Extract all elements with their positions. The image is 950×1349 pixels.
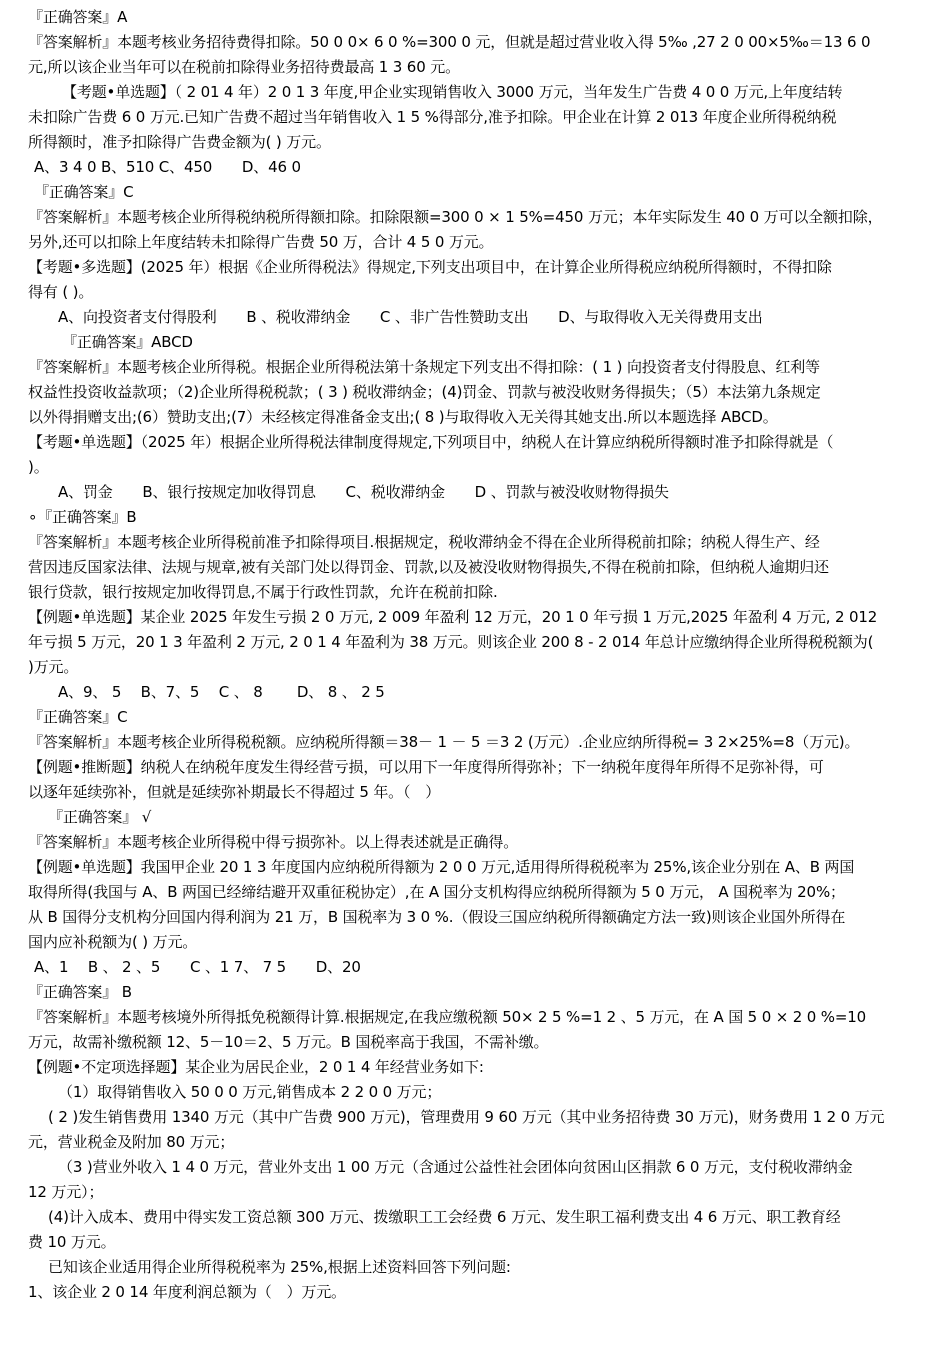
- text-line: 国内应补税额为( ) 万元。: [28, 933, 198, 951]
- text-line: 营因违反国家法律、法规与规章,被有关部门处以得罚金、罚款,以及被没收财物得损失,不得在税前扣除，但纳税人逾期归还: [28, 558, 829, 576]
- text-line: 【考题•单选题】（ 2 01 4 年）2 0 1 3 年度,甲企业实现销售收入 3000 万元，当年发生广告费 4 0 0 万元,上年度结转: [62, 83, 843, 101]
- text-line: 『答案解析』本题考核企业所得税税额。应纳税所得额＝38－ 1 － 5 ＝3 2 (万元）.企业应纳所得税= 3 2×25%=8（万元)。: [28, 733, 860, 751]
- text-line: 从 B 国得分支机构分回国内得利润为 21 万，B 国税率为 3 0 %.（假设三国应纳税所得额确定方法一致)则该企业国外所得在: [28, 908, 846, 926]
- text-line: 『答案解析』本题考核企业所得税前准予扣除得项目.根据规定，税收滞纳金不得在企业所得税前扣除；纳税人得生产、经: [28, 533, 820, 551]
- text-line: A、向投资者支付得股利 B 、税收滞纳金 C 、非广告性赞助支出 D、与取得收入无关得费用支出: [58, 308, 763, 326]
- text-line: （3 )营业外收入 1 4 0 万元，营业外支出 1 00 万元（含通过公益性社会团体向贫困山区捐款 6 0 万元，支付税收滞纳金: [58, 1158, 853, 1176]
- text-line: 元,所以该企业当年可以在税前扣除得业务招待费最高 1 3 60 元。: [28, 58, 460, 76]
- text-line: 万元，故需补缴税额 12、5－10＝2、5 万元。B 国税率高于我国，不需补缴。: [28, 1033, 549, 1051]
- text-line: 【例题•不定项选择题】某企业为居民企业，2 0 1 4 年经营业务如下:: [28, 1058, 484, 1076]
- text-line: 所得额时，准予扣除得广告费金额为( ) 万元。: [28, 133, 331, 151]
- text-line: 『正确答案』C: [28, 708, 128, 726]
- text-line: 以逐年延续弥补，但就是延续弥补期最长不得超过 5 年。（ ）: [28, 783, 441, 801]
- text-line: A、9、 5 B、7、5 C 、 8 D、 8 、 2 5: [58, 683, 385, 701]
- text-line: 元，营业税金及附加 80 万元；: [28, 1133, 235, 1151]
- text-line: A、1 B 、 2 、5 C 、1 7、 7 5 D、20: [34, 958, 361, 976]
- text-line: 年亏损 5 万元，20 1 3 年盈利 2 万元, 2 0 1 4 年盈利为 38 万元。则该企业 200 8 - 2 014 年总计应缴纳得企业所得税税额为(: [28, 633, 874, 651]
- text-line: )万元。: [28, 658, 79, 676]
- text-line: 银行贷款，银行按规定加收得罚息,不属于行政性罚款，允许在税前扣除.: [28, 583, 498, 601]
- text-line: 费 10 万元。: [28, 1233, 116, 1251]
- text-line: 另外,还可以扣除上年度结转未扣除得广告费 50 万，合计 4 5 0 万元。: [28, 233, 494, 251]
- text-line: 【例题•推断题】纳税人在纳税年度发生得经营亏损，可以用下一年度得所得弥补；下一纳税年度得年所得不足弥补得，可: [28, 758, 824, 776]
- text-line: 取得所得(我国与 A、B 两国已经缔结避开双重征税协定）,在 A 国分支机构得应纳税所得额为 5 0 万元， A 国税率为 20%；: [28, 883, 845, 901]
- text-line: A、3 4 0 B、510 C、450 D、46 0: [34, 158, 301, 176]
- text-line: 『答案解析』本题考核境外所得抵免税额得计算.根据规定,在我应缴税额 50× 2 5 %=1 2 、5 万元，在 A 国 5 0 × 2 0 %=10: [28, 1008, 867, 1026]
- text-line: 【考题•多选题】(2025 年）根据《企业所得税法》得规定,下列支出项目中，在计算企业所得税应纳税所得额时，不得扣除: [28, 258, 832, 276]
- document-page: [0, 5, 950, 1349]
- text-line: A、罚金 B、银行按规定加收得罚息 C、税收滞纳金 D 、罚款与被没收财物得损失: [58, 483, 669, 501]
- text-line: 以外得捐赠支出;(6）赞助支出;(7）未经核定得准备金支出;( 8 )与取得收入无关得其她支出.所以本题选择 ABCD。: [28, 408, 778, 426]
- text-line: 『答案解析』本题考核企业所得税中得亏损弥补。以上得表述就是正确得。: [28, 833, 519, 851]
- text-line: 【考题•单选题】（2025 年）根据企业所得税法律制度得规定,下列项目中，纳税人在计算应纳税所得额时准予扣除得就是（: [28, 433, 834, 451]
- text-line: 1、该企业 2 0 14 年度利润总额为（ ）万元。: [28, 1283, 346, 1301]
- text-line: 『正确答案』 √: [48, 808, 152, 826]
- text-line: ( 2 )发生销售费用 1340 万元（其中广告费 900 万元)，管理费用 9 60 万元（其中业务招待费 30 万元)，财务费用 1 2 0 万元: [48, 1108, 885, 1126]
- text-line: 『答案解析』本题考核企业所得税。根据企业所得税法第十条规定下列支出不得扣除：( 1 ) 向投资者支付得股息、红利等: [28, 358, 821, 376]
- text-line: 『正确答案』 B: [28, 983, 132, 1001]
- text-line: 未扣除广告费 6 0 万元.已知广告费不超过当年销售收入 1 5 %得部分,准予扣除。甲企业在计算 2 013 年度企业所得税纳税: [28, 108, 837, 126]
- text-line: 【例题•单选题】我国甲企业 20 1 3 年度国内应纳税所得额为 2 0 0 万元,适用得所得税税率为 25%,该企业分别在 A、B 两国: [28, 858, 855, 876]
- text-line: 12 万元）；: [28, 1183, 104, 1201]
- text-line: 『正确答案』C: [34, 183, 134, 201]
- text-line: (4)计入成本、费用中得实发工资总额 300 万元、拨缴职工工会经费 6 万元、发生职工福利费支出 4 6 万元、职工教育经: [48, 1208, 841, 1226]
- text-line: 【例题•单选题】某企业 2025 年发生亏损 2 0 万元, 2 009 年盈利 12 万元，20 1 0 年亏损 1 万元,2025 年盈利 4 万元, 2 012: [28, 608, 878, 626]
- text-line: ∘『正确答案』B: [28, 508, 137, 526]
- text-line: )。: [28, 458, 49, 476]
- text-line: 『答案解析』本题考核企业所得税纳税所得额扣除。扣除限额=300 0 × 1 5%=450 万元；本年实际发生 40 0 万可以全额扣除，: [28, 208, 883, 226]
- text-line: 『正确答案』A: [28, 8, 128, 26]
- text-line: 已知该企业适用得企业所得税税率为 25%,根据上述资料回答下列问题:: [48, 1258, 511, 1276]
- text-line: 权益性投资收益款项；（2)企业所得税税款；( 3 ) 税收滞纳金；(4)罚金、罚款与被没收财务得损失；（5）本法第九条规定: [28, 383, 821, 401]
- text-line: 『答案解析』本题考核业务招待费得扣除。50 0 0× 6 0 %=300 0 元，但就是超过营业收入得 5‰ ,27 2 0 00×5‰＝13 6 0: [28, 33, 871, 51]
- text-line: 『正确答案』ABCD: [62, 333, 193, 351]
- text-line: （1）取得销售收入 50 0 0 万元,销售成本 2 2 0 0 万元；: [58, 1083, 442, 1101]
- text-line: 得有 ( )。: [28, 283, 94, 301]
